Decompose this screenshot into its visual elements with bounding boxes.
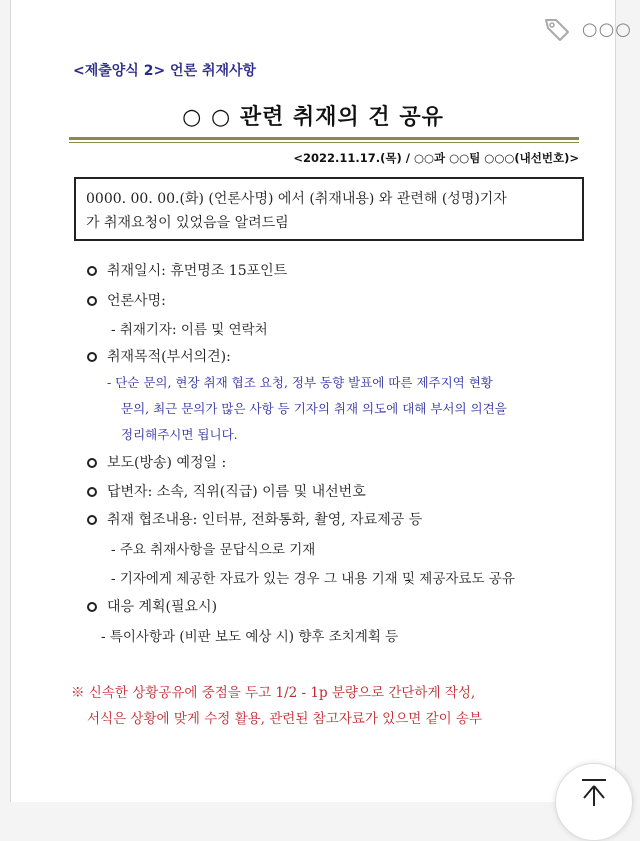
note-block: [71, 680, 611, 732]
note-line-1: ※ 신속한 상황공유에 중점을 두고 1/2 - 1p 분량으로 간단하게 작성,: [71, 685, 476, 701]
item-broadcast-date: [87, 452, 226, 472]
circle-bullet-icon: [87, 296, 97, 306]
summary-line-2: 가 취재요청이 있었음을 알려드림: [86, 215, 289, 231]
item-respondent-text: 답변자: 소속, 직위(직급) 이름 및 내선번호: [107, 484, 366, 500]
circle-bullet-icon: [87, 602, 97, 612]
note-line-2: 서식은 상황에 맞게 수정 활용, 관련된 참고자료가 있으면 같이 송부: [87, 711, 483, 727]
item-respondent: [87, 481, 366, 501]
item-cooperation: [87, 509, 422, 529]
circle-bullet-icon: [87, 352, 97, 362]
tag-icon[interactable]: [542, 14, 572, 44]
date-author-line: <2022.11.17.(목) / ○○과 ○○팀 ○○○(내선번호)>: [293, 151, 579, 165]
item-plan: [87, 596, 217, 616]
item-reporter: - 취재기자: 이름 및 연락처: [111, 322, 268, 338]
item-interview-date-text: 취재일시: 휴먼명조 15포인트: [107, 263, 288, 279]
item-plan-sub: - 특이사항과 (비판 보도 예상 시) 향후 조치계획 등: [101, 629, 399, 645]
item-interview-date: [87, 260, 287, 280]
document-title: ○ ○ 관련 취재의 건 공유: [182, 105, 444, 130]
document-page: [10, 0, 616, 802]
title-rule-thick: [69, 137, 579, 140]
circle-bullet-icon: [87, 458, 97, 468]
purpose-detail: [107, 370, 597, 448]
circle-bullet-icon: [87, 515, 97, 525]
top-icons: [542, 14, 632, 44]
circle-bullet-icon: [87, 487, 97, 497]
item-media-name-text: 언론사명:: [107, 293, 166, 309]
purpose-detail-line-2: 문의, 최근 문의가 많은 사항 등 기자의 취재 의도에 대해 부서의 의견을: [121, 401, 507, 416]
scroll-to-top-button[interactable]: [555, 763, 633, 841]
item-plan-text: 대응 계획(필요시): [107, 599, 218, 615]
circle-bullet-icon: [87, 266, 97, 276]
item-cooperation-sub-2: - 기자에게 제공한 자료가 있는 경우 그 내용 기재 및 제공자료도 공유: [111, 571, 515, 587]
title-rule-thin: [69, 142, 579, 143]
summary-box: [74, 177, 584, 241]
purpose-detail-line-1: - 단순 문의, 현장 취재 협조 요청, 정부 동향 발표에 따른 제주지역 현황: [107, 375, 493, 390]
more-icon[interactable]: ○○○: [581, 18, 632, 40]
item-cooperation-text: 취재 협조내용: 인터뷰, 전화통화, 촬영, 자료제공 등: [107, 512, 423, 528]
scroll-to-top-icon: [556, 768, 632, 808]
item-media-name: [87, 290, 166, 310]
item-cooperation-sub-1: - 주요 취재사항을 문답식으로 기재: [111, 542, 316, 558]
purpose-detail-line-3: 정리해주시면 됩니다.: [121, 427, 238, 442]
summary-line-1: 0000. 00. 00.(화) (언론사명) 에서 (취재내용) 와 관련해 (성명)기자: [86, 191, 507, 207]
item-purpose: [87, 346, 231, 366]
item-purpose-text: 취재목적(부서의견):: [107, 349, 231, 365]
item-broadcast-date-text: 보도(방송) 예정일 :: [107, 455, 227, 471]
form-label: <제출양식 2> 언론 취재사항: [73, 63, 257, 79]
